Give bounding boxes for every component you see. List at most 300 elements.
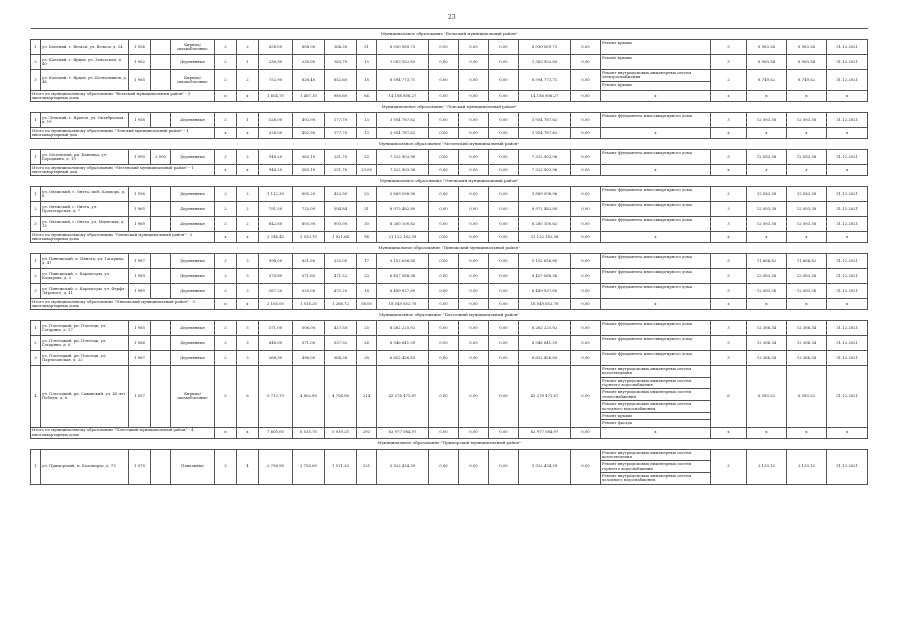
total-entrances: x (237, 165, 259, 176)
year-commission-cell (151, 40, 171, 55)
entrances-cell: 3 (237, 254, 259, 269)
living-area-cell: 695,20 (293, 187, 325, 202)
unit-cost-cell: 12 083,38 (747, 187, 787, 202)
cost-region-cell: 0,00 (459, 150, 489, 165)
total-local: 0,00 (489, 165, 519, 176)
total-cost: 7 322 903,96 (377, 165, 429, 176)
cost-fund-cell: 0,00 (429, 254, 459, 269)
section-header-row (31, 29, 868, 40)
table-body (31, 29, 868, 485)
section-title: Муниципальное образование "Приморский муниципальный район" (31, 438, 868, 449)
year-built-cell: 1 954 (129, 40, 151, 55)
residents-cell: 33 (357, 187, 377, 202)
table-row (31, 366, 868, 428)
entrances-cell: 2 (237, 187, 259, 202)
total-area-cell: 658,00 (259, 40, 293, 55)
year-commission-cell (151, 55, 171, 70)
address-cell: ул. Плесецкий, рп. Плесецк, ул. Партизанская, д. 22 (41, 351, 129, 366)
section-header-row (31, 243, 868, 254)
wall-material-cell: Кирпич/ шлакоблочные (171, 40, 215, 55)
floors-cell: 2 (215, 187, 237, 202)
total-local: 0,00 (489, 128, 519, 139)
unit-limit-cell: 12 083,38 (787, 150, 827, 165)
row-number: 1 (31, 187, 41, 202)
residents-cell: 31 (357, 202, 377, 217)
total-entrances: x (237, 128, 259, 139)
entrances-cell: 3 (237, 284, 259, 299)
year-commission-cell (151, 336, 171, 351)
unit-cost-cell: 12 386,34 (747, 336, 787, 351)
row-number: 1 (31, 321, 41, 336)
cost-other-cell: 0,00 (571, 336, 601, 351)
wall-material-cell: Деревянные (171, 269, 215, 284)
total-label: Итого по муниципальному образованию "Пинежский муниципальный район" - 3 многоквартирных дома (31, 299, 215, 310)
total-floors: x (215, 91, 237, 102)
total-area-cell: 648,00 (259, 336, 293, 351)
living-area-cell: 4 862,80 (293, 366, 325, 428)
cost-owners-cell: 6 594 773,71 (519, 70, 571, 91)
living-area-cell: 571,60 (293, 269, 325, 284)
year-built-cell: 1 956 (129, 187, 151, 202)
total-other: 0,00 (571, 232, 601, 243)
total-entrances: x (237, 91, 259, 102)
deadline-cell: 31.12.2021 (827, 336, 868, 351)
work-kind-cell: 3 (711, 254, 747, 269)
cost-other-cell: 0,00 (571, 254, 601, 269)
total-region: 0,00 (459, 427, 489, 438)
owned-area-cell: 652,60 (325, 70, 357, 91)
owned-area-cell: 422,90 (325, 187, 357, 202)
total-owners: 18 049 652,76 (519, 299, 571, 310)
unit-cost-cell: 6 963,34 (747, 40, 787, 55)
wall-material-cell: Панельные (171, 449, 215, 484)
cost-local-cell: 0,00 (489, 254, 519, 269)
cost-total-cell: 8 972 482,80 (377, 202, 429, 217)
work-kind-cell: 3 (711, 321, 747, 336)
deadline-cell: 31.12.2021 (827, 269, 868, 284)
year-built-cell: 1 957 (129, 366, 151, 428)
section-title: Муниципальное образование "Пинежский муниципальный район" (31, 243, 868, 254)
cost-other-cell: 0,00 (571, 55, 601, 70)
row-number: 2 (31, 55, 41, 70)
total-row (31, 427, 868, 438)
entrances-cell: 3 (237, 269, 259, 284)
total-area-cell: 5 713,70 (259, 366, 293, 428)
entrances-cell: 6 (237, 366, 259, 428)
wall-material-cell: Деревянные (171, 217, 215, 232)
cost-owners-cell: 7 322 903,96 (519, 150, 571, 165)
cost-other-cell: 0,00 (571, 284, 601, 299)
year-built-cell: 1 967 (129, 351, 151, 366)
cost-total-cell: 5 922 434,39 (377, 449, 429, 484)
unit-cost-cell: 6 963,34 (747, 55, 787, 70)
total-deadline: x (827, 232, 868, 243)
cost-local-cell: 0,00 (489, 336, 519, 351)
unit-limit-cell: 8 749,52 (787, 70, 827, 91)
address-cell: ул. Пинежский, с. Карпогоры, ул. Ферфа-Лярского, д. 41 (41, 284, 129, 299)
owned-area-cell: 323,00 (325, 254, 357, 269)
row-number: 1 (31, 150, 41, 165)
cost-other-cell: 0,00 (571, 366, 601, 428)
table-row (31, 113, 868, 128)
cost-total-cell: 6 489 927,60 (377, 284, 429, 299)
year-commission-cell (151, 321, 171, 336)
cost-local-cell: 0,00 (489, 321, 519, 336)
deadline-cell: 31.12.2021 (827, 70, 868, 91)
cost-owners-cell: 6 262 225,92 (519, 321, 571, 336)
work-kind-cell: 3 (711, 269, 747, 284)
table-row (31, 187, 868, 202)
floors-cell: 2 (215, 40, 237, 55)
living-area-cell: 525,00 (293, 284, 325, 299)
total-kind: x (711, 427, 747, 438)
total-owners: 7 322 903,96 (519, 165, 571, 176)
table-row (31, 321, 868, 336)
residents-cell: 18 (357, 70, 377, 91)
work-item: Ремонт крыши (602, 40, 632, 45)
total-living-area: 1 467,30 (293, 91, 325, 102)
cost-owners-cell: 5 889 598,96 (519, 187, 571, 202)
year-built-cell: 1 990 (129, 150, 151, 165)
cost-fund-cell: 0,00 (429, 150, 459, 165)
table-row (31, 336, 868, 351)
cost-other-cell: 0,00 (571, 70, 601, 91)
owned-area-cell: 594,84 (325, 202, 357, 217)
owned-area-cell: 177,70 (325, 113, 357, 128)
total-area-cell: 236,90 (259, 55, 293, 70)
total-area-cell: 528,00 (259, 113, 293, 128)
work-item: Ремонт фундамента многоквартирного дома (602, 254, 692, 259)
cost-total-cell: 3 954 787,62 (377, 113, 429, 128)
unit-cost-cell: 12 083,38 (747, 202, 787, 217)
year-built-cell: 1 966 (129, 336, 151, 351)
total-local: 0,00 (489, 299, 519, 310)
cost-fund-cell: 0,00 (429, 449, 459, 484)
total-fund: 0,00 (429, 232, 459, 243)
cost-local-cell: 0,00 (489, 70, 519, 91)
cost-total-cell: 6 946 641,59 (377, 336, 429, 351)
living-area-cell: 2 750,60 (293, 449, 325, 484)
cost-total-cell: 6 457 068,36 (377, 269, 429, 284)
cost-region-cell: 0,00 (459, 351, 489, 366)
total-owned-area: 1 266,72 (325, 299, 357, 310)
cost-region-cell: 0,00 (459, 336, 489, 351)
cost-other-cell: 0,00 (571, 113, 601, 128)
work-item: Ремонт фундамента многоквартирного дома (602, 113, 692, 118)
total-other: 0,00 (571, 427, 601, 438)
floors-cell: 3 (215, 449, 237, 484)
deadline-cell: 31.12.2021 (827, 284, 868, 299)
cost-fund-cell: 0,00 (429, 321, 459, 336)
address-cell: ул. Онежский, г. Онега, ул. Пролетарская, д. 7 (41, 202, 129, 217)
year-commission-cell (151, 284, 171, 299)
total-area-cell: 571,00 (259, 321, 293, 336)
address-cell: ул. Мезенский, рп. Каменка, ул. Бородкина, д. 19 (41, 150, 129, 165)
living-area-cell: 605,90 (293, 217, 325, 232)
total-unit-limit: x (787, 427, 827, 438)
section-title: Муниципальное образование "Онежский муниципальный район" (31, 176, 868, 187)
total-entrances: x (237, 232, 259, 243)
total-row (31, 299, 868, 310)
total-floors: x (215, 128, 237, 139)
section-title: Муниципальное образование "Ленский муниципальный район" (31, 102, 868, 113)
total-kind: x (711, 232, 747, 243)
total-area-cell: 568,90 (259, 351, 293, 366)
work-kind-cell: 2 (711, 70, 747, 91)
total-fund: 0,00 (429, 165, 459, 176)
owned-area-cell: 4 706,06 (325, 366, 357, 428)
owned-area-cell: 364,38 (325, 351, 357, 366)
total-fund: 0,00 (429, 91, 459, 102)
unit-limit-cell: 12 083,38 (787, 113, 827, 128)
cost-local-cell: 0,00 (489, 366, 519, 428)
total-area: 1 654,70 (259, 91, 293, 102)
work-kind-cell: 3 (711, 284, 747, 299)
address-cell: ул. Плесецкий, рп. Савинский, ул. 40 лет Победы, д. 6 (41, 366, 129, 428)
year-commission-cell (151, 351, 171, 366)
unit-limit-cell: 12 083,38 (787, 187, 827, 202)
cost-local-cell: 0,00 (489, 113, 519, 128)
total-cost: 3 954 787,62 (377, 128, 429, 139)
wall-material-cell: Деревянные (171, 254, 215, 269)
year-commission-cell (151, 217, 171, 232)
cost-total-cell: 6 030 069,73 (377, 40, 429, 55)
total-deadline: x (827, 427, 868, 438)
cost-local-cell: 0,00 (489, 187, 519, 202)
entrances-cell: 2 (237, 40, 259, 55)
work-item: Ремонт крыши (602, 55, 632, 60)
total-area-cell: 2 756,90 (259, 449, 293, 484)
table-row (31, 254, 868, 269)
floors-cell: 2 (215, 321, 237, 336)
table-row (31, 217, 868, 232)
works-cell (601, 449, 711, 484)
total-residents: 94 (357, 232, 377, 243)
address-cell: ул. Пинежский, п. Пинега, ул. Гагарина, д. 47 (41, 254, 129, 269)
living-area-cell: 496,00 (293, 351, 325, 366)
total-owners: 3 954 787,62 (519, 128, 571, 139)
cost-other-cell: 0,00 (571, 269, 601, 284)
total-works: x (601, 91, 711, 102)
unit-limit-cell: 12 083,38 (787, 217, 827, 232)
unit-cost-cell: 12 083,38 (747, 217, 787, 232)
works-cell (601, 202, 711, 217)
total-area-cell: 791,50 (259, 202, 293, 217)
cost-fund-cell: 0,00 (429, 70, 459, 91)
work-item: Ремонт фундамента многоквартирного дома (602, 336, 692, 341)
cost-other-cell: 0,00 (571, 202, 601, 217)
total-other: 0,00 (571, 165, 601, 176)
total-cost: 62 977 084,97 (377, 427, 429, 438)
total-area-cell: 998,00 (259, 254, 293, 269)
floors-cell: 2 (215, 55, 237, 70)
table-row (31, 70, 868, 91)
owned-area-cell: 164,30 (325, 40, 357, 55)
works-cell (601, 269, 711, 284)
total-unit-limit: x (787, 299, 827, 310)
wall-material-cell: Кирпич/ шлакоблочные (171, 70, 215, 91)
living-area-cell: 571,00 (293, 336, 325, 351)
row-number: 1 (31, 449, 41, 484)
total-owned-area: 1 921,64 (325, 232, 357, 243)
works-cell (601, 70, 711, 91)
unit-limit-cell: 2 153,15 (787, 449, 827, 484)
row-number: 4 (31, 366, 41, 428)
work-item: Ремонт фундамента многоквартирного дома (602, 187, 692, 192)
cost-fund-cell: 0,00 (429, 366, 459, 428)
living-area-cell: 492,90 (293, 113, 325, 128)
row-number: 3 (31, 284, 41, 299)
entrances-cell: 2 (237, 202, 259, 217)
cost-other-cell: 0,00 (571, 351, 601, 366)
cost-local-cell: 0,00 (489, 202, 519, 217)
total-works: x (601, 232, 711, 243)
cost-other-cell: 0,00 (571, 40, 601, 55)
total-other: 0,00 (571, 128, 601, 139)
cost-owners-cell: 6 489 927,60 (519, 284, 571, 299)
year-built-cell: 1 958 (129, 113, 151, 128)
works-cell (601, 113, 711, 128)
total-unit-cost: x (747, 427, 787, 438)
cost-region-cell: 0,00 (459, 366, 489, 428)
floors-cell: 2 (215, 113, 237, 128)
work-item: Ремонт фундамента многоквартирного дома (602, 150, 692, 155)
owned-area-cell: 537,92 (325, 336, 357, 351)
year-commission-cell: 2 000 (151, 150, 171, 165)
cost-total-cell: 7 322 903,96 (377, 150, 429, 165)
total-deadline: x (827, 91, 868, 102)
total-kind: x (711, 128, 747, 139)
residents-cell: 30 (357, 217, 377, 232)
unit-cost-cell: 2 153,15 (747, 449, 787, 484)
unit-cost-cell: 12 083,38 (747, 269, 787, 284)
cost-local-cell: 0,00 (489, 150, 519, 165)
total-floors: x (215, 232, 237, 243)
cost-region-cell: 0,00 (459, 55, 489, 70)
table-row (31, 55, 868, 70)
total-owned-area: 177,70 (325, 128, 357, 139)
work-item: Ремонт фундамента многоквартирного дома (602, 217, 692, 222)
total-kind: x (711, 91, 747, 102)
address-cell: ул. Онежский, г. Онега, шоб. Камдорь, д. 6 (41, 187, 129, 202)
deadline-cell: 31.12.2021 (827, 449, 868, 484)
work-kind-cell: 3 (711, 40, 747, 55)
unit-cost-cell: 12 083,38 (747, 284, 787, 299)
wall-material-cell: Деревянные (171, 55, 215, 70)
owned-area-cell: 251,70 (325, 150, 357, 165)
cost-region-cell: 0,00 (459, 284, 489, 299)
floors-cell: 2 (215, 269, 237, 284)
total-works: x (601, 165, 711, 176)
total-entrances: x (237, 299, 259, 310)
cost-fund-cell: 0,00 (429, 187, 459, 202)
total-other: 0,00 (571, 299, 601, 310)
cost-region-cell: 0,00 (459, 70, 489, 91)
unit-cost-cell: 8 749,52 (747, 70, 787, 91)
total-living-area: 583,10 (293, 165, 325, 176)
total-works: x (601, 427, 711, 438)
cost-local-cell: 0,00 (489, 269, 519, 284)
row-number: 1 (31, 40, 41, 55)
total-row (31, 165, 868, 176)
floors-cell: 2 (215, 202, 237, 217)
work-item: Ремонт фундамента многоквартирного дома (602, 321, 692, 326)
total-unit-cost: x (747, 165, 787, 176)
total-area-cell: 587,20 (259, 284, 293, 299)
residents-cell: 15 (357, 55, 377, 70)
residents-cell: 23 (357, 150, 377, 165)
row-number: 1 (31, 113, 41, 128)
work-kind-cell: 3 (711, 150, 747, 165)
total-unit-cost: x (747, 128, 787, 139)
unit-cost-cell: 12 083,38 (747, 113, 787, 128)
entrances-cell: 2 (237, 70, 259, 91)
cost-region-cell: 0,00 (459, 40, 489, 55)
floors-cell: 2 (215, 150, 237, 165)
total-cost: 14 188 806,27 (377, 91, 429, 102)
total-unit-cost: x (747, 299, 787, 310)
total-local: 0,00 (489, 91, 519, 102)
total-area-cell: 579,80 (259, 269, 293, 284)
unit-limit-cell: 12 386,34 (787, 321, 827, 336)
total-works: x (601, 299, 711, 310)
floors-cell: 2 (215, 284, 237, 299)
total-row (31, 232, 868, 243)
work-item: Ремонт внутридомовых инженерных систем холодного водоснабжения (601, 401, 710, 413)
cost-region-cell: 0,00 (459, 449, 489, 484)
table-row (31, 284, 868, 299)
unit-cost-cell: 11 666,82 (747, 254, 787, 269)
year-commission-cell (151, 187, 171, 202)
unit-limit-cell: 6 083,52 (787, 366, 827, 428)
cost-local-cell: 0,00 (489, 217, 519, 232)
residents-cell: 214 (357, 366, 377, 428)
total-floors: x (215, 427, 237, 438)
total-living-area: 492,90 (293, 128, 325, 139)
total-area-cell: 752,90 (259, 70, 293, 91)
total-region: 0,00 (459, 299, 489, 310)
deadline-cell: 31.12.2021 (827, 254, 868, 269)
work-item: Ремонт крыши (602, 81, 632, 87)
unit-cost-cell: 12 083,38 (747, 150, 787, 165)
row-number: 2 (31, 336, 41, 351)
section-title: Муниципальное образование "Мезенский муниципальный район" (31, 139, 868, 150)
year-commission-cell (151, 449, 171, 484)
works-cell (601, 321, 711, 336)
total-unit-cost: x (747, 232, 787, 243)
total-unit-limit: x (787, 128, 827, 139)
unit-cost-cell: 12 386,34 (747, 321, 787, 336)
table-row (31, 351, 868, 366)
total-deadline: x (827, 299, 868, 310)
works-cell (601, 336, 711, 351)
cost-region-cell: 0,00 (459, 217, 489, 232)
entrances-cell: 1 (237, 55, 259, 70)
unit-limit-cell: 12 386,34 (787, 351, 827, 366)
cost-owners-cell: 8 972 482,80 (519, 202, 571, 217)
total-works: x (601, 128, 711, 139)
total-owned-area: 5 939,25 (325, 427, 357, 438)
owned-area-cell: 427,50 (325, 321, 357, 336)
total-owners: 62 977 084,97 (519, 427, 571, 438)
works-cell (601, 351, 711, 366)
unit-limit-cell: 12 083,38 (787, 202, 827, 217)
section-title: Муниципальное образование "Плесецкий муниципальный район" (31, 310, 868, 321)
owned-area-cell: 163,70 (325, 55, 357, 70)
work-kind-cell: 3 (711, 187, 747, 202)
total-label: Итого по муниципальному образованию "Онежский муниципальный район" - 3 многоквартирных дома (31, 232, 215, 243)
total-area: 528,00 (259, 128, 293, 139)
